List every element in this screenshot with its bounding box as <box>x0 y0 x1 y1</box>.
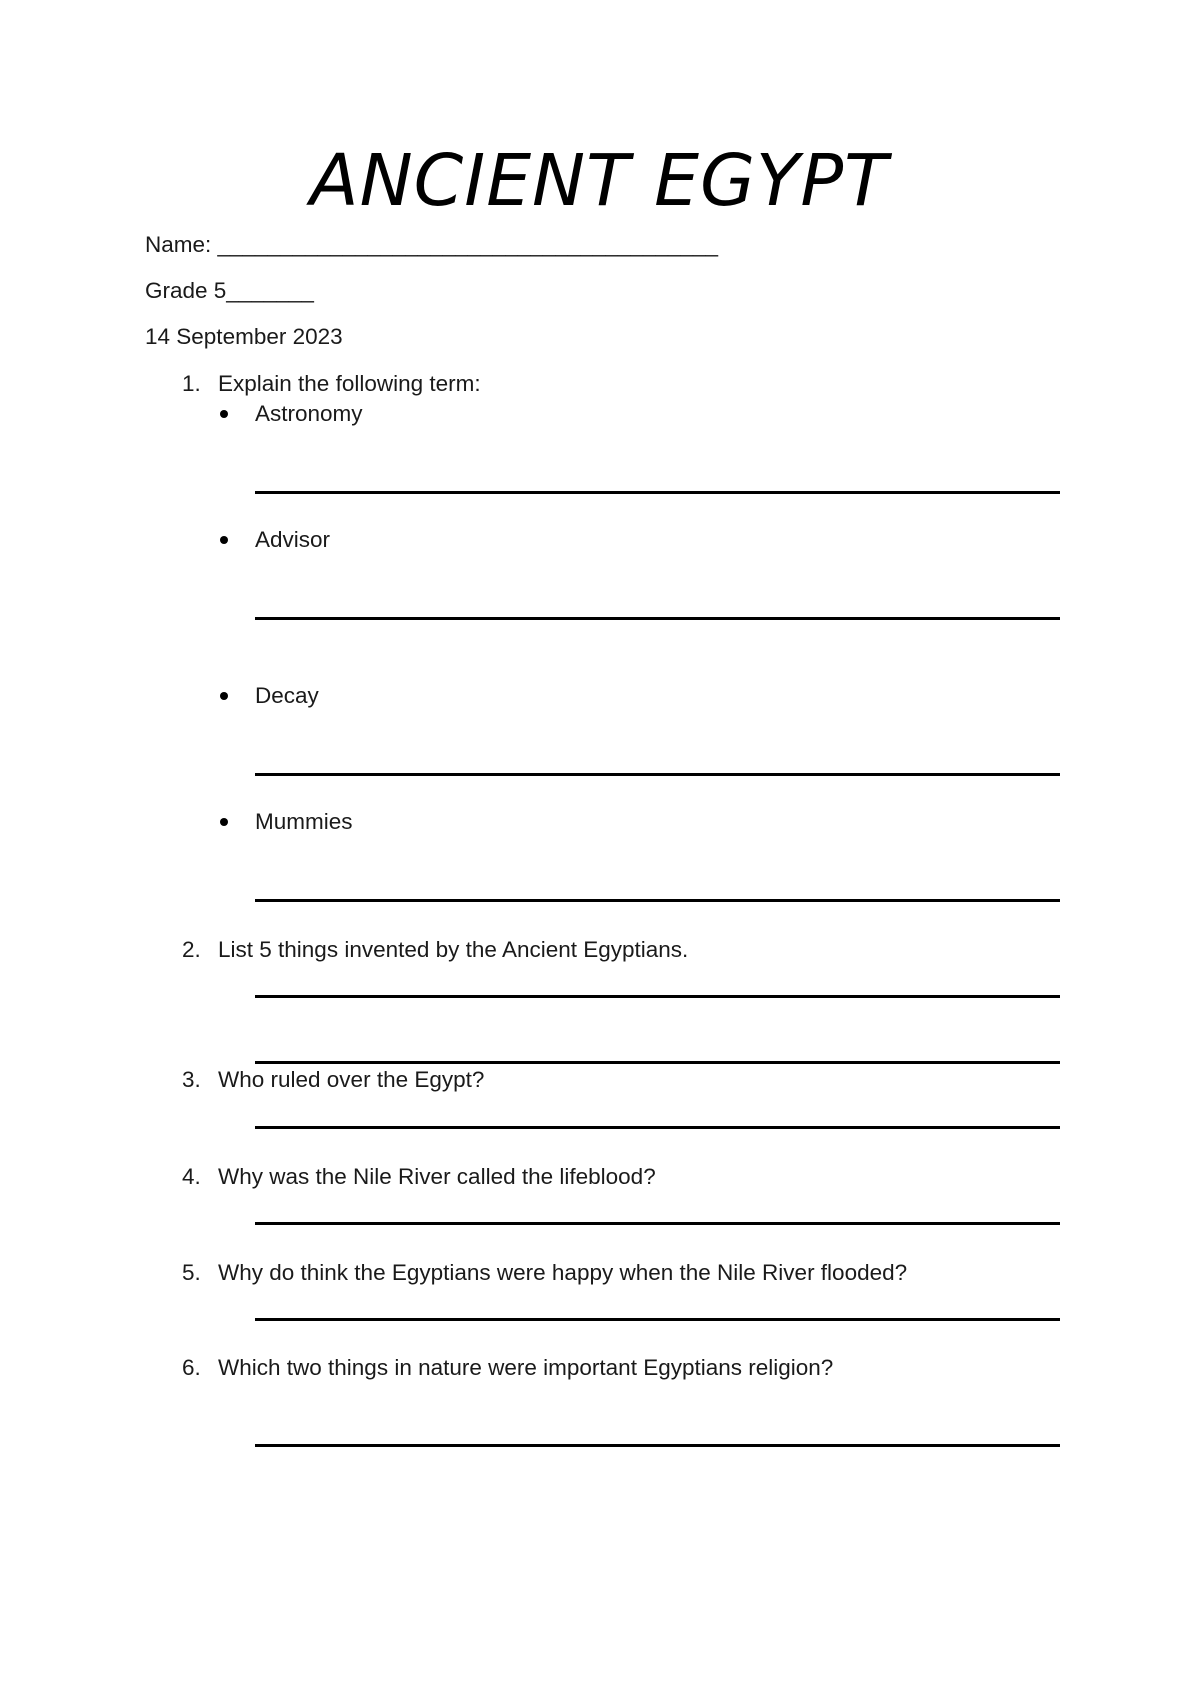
bullet-icon <box>220 536 228 544</box>
term-astronomy: Astronomy <box>255 401 363 426</box>
question-1-text: Explain the following term: <box>218 371 481 396</box>
question-4-number: 4. <box>182 1164 201 1189</box>
question-5-text: Why do think the Egyptians were happy when the Nile River flooded? <box>218 1260 908 1285</box>
bullet-icon <box>220 818 228 826</box>
worksheet-date: 14 September 2023 <box>145 324 343 349</box>
term-advisor: Advisor <box>255 527 331 552</box>
answer-line[interactable] <box>255 1222 1060 1225</box>
question-3-text: Who ruled over the Egypt? <box>218 1067 485 1092</box>
answer-line[interactable] <box>255 773 1060 776</box>
question-2-number: 2. <box>182 937 201 962</box>
question-6-text: Which two things in nature were important Egyptians religion? <box>218 1355 834 1380</box>
answer-line[interactable] <box>255 617 1060 620</box>
term-mummies: Mummies <box>255 809 353 834</box>
question-4-text: Why was the Nile River called the lifeblood? <box>218 1164 656 1189</box>
name-field-label: Name: ________________________________________ <box>145 232 719 257</box>
bullet-icon <box>220 692 228 700</box>
question-2-text: List 5 things invented by the Ancient Egyptians. <box>218 937 689 962</box>
question-1-number: 1. <box>182 371 201 396</box>
question-5-number: 5. <box>182 1260 201 1285</box>
answer-line[interactable] <box>255 1318 1060 1321</box>
term-decay: Decay <box>255 683 319 708</box>
answer-line[interactable] <box>255 1061 1060 1064</box>
answer-line[interactable] <box>255 1444 1060 1447</box>
question-3-number: 3. <box>182 1067 201 1092</box>
answer-line[interactable] <box>255 995 1060 998</box>
answer-line[interactable] <box>255 491 1060 494</box>
question-6-number: 6. <box>182 1355 201 1380</box>
grade-field-label: Grade 5_______ <box>145 278 314 303</box>
answer-line[interactable] <box>255 1126 1060 1129</box>
page-title: ANCIENT EGYPT <box>310 139 889 222</box>
answer-line[interactable] <box>255 899 1060 902</box>
bullet-icon <box>220 410 228 418</box>
